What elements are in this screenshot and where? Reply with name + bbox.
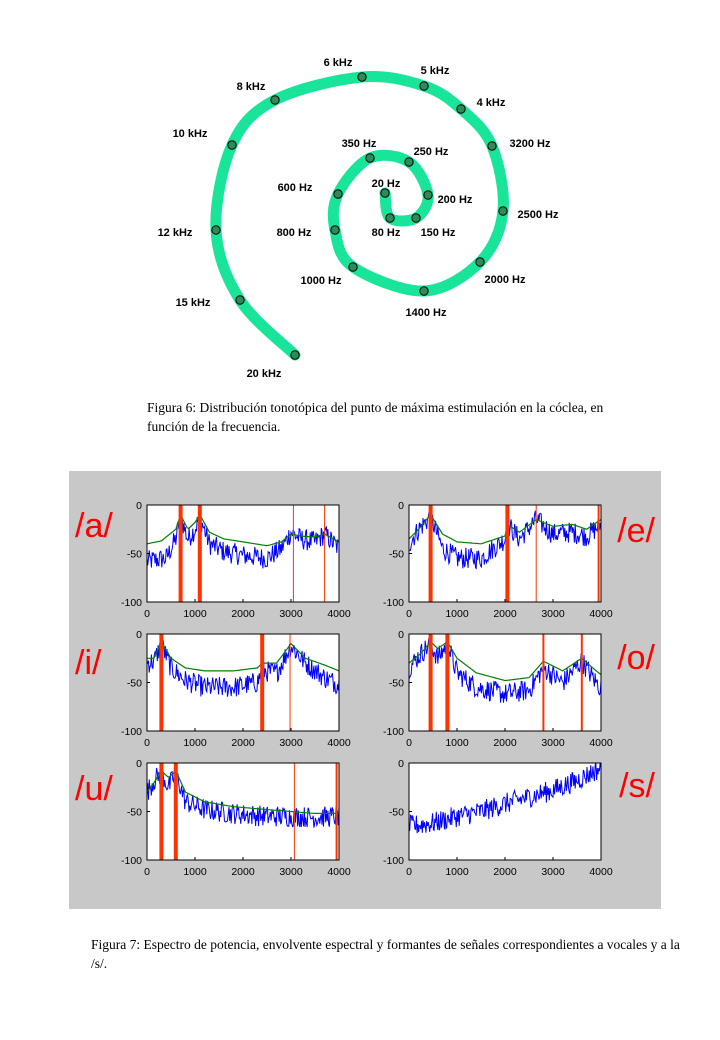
vowel-label: /o/ [617, 639, 655, 677]
frequency-label: 250 Hz [413, 146, 449, 158]
frequency-label: 350 Hz [341, 138, 377, 150]
y-tick-label: -100 [120, 855, 142, 867]
y-tick-label: -100 [382, 855, 404, 867]
vowel-label: /s/ [619, 767, 655, 805]
frequency-label: 2500 Hz [517, 209, 559, 221]
spiral-marker [476, 258, 484, 266]
frequency-label: 600 Hz [277, 182, 313, 194]
x-tick-label: 0 [144, 737, 150, 749]
frequency-label: 20 kHz [246, 368, 282, 380]
y-tick-label: -100 [382, 597, 404, 609]
spiral-marker [271, 96, 279, 104]
spiral-marker [236, 296, 244, 304]
spiral-marker [228, 141, 236, 149]
spectrum-plot [121, 500, 351, 620]
frequency-label: 800 Hz [276, 227, 312, 239]
y-tick-label: 0 [398, 629, 404, 641]
spiral-marker [488, 142, 496, 150]
x-tick-label: 0 [406, 737, 412, 749]
y-tick-label: 0 [136, 629, 142, 641]
x-tick-label: 4000 [327, 866, 351, 878]
frequency-label: 6 kHz [323, 57, 353, 69]
spectrum-plot [383, 629, 613, 749]
y-tick-label: -50 [126, 677, 142, 690]
spiral-marker [386, 214, 394, 222]
plot-area [409, 505, 601, 602]
frequency-label: 1000 Hz [300, 275, 342, 287]
y-tick-label: 0 [398, 758, 404, 770]
spiral-marker [424, 191, 432, 199]
x-tick-label: 4000 [327, 608, 351, 620]
y-tick-label: -100 [120, 597, 142, 609]
frequency-label: 10 kHz [172, 128, 208, 140]
frequency-label: 4 kHz [476, 97, 506, 109]
y-tick-label: 0 [136, 758, 142, 770]
frequency-label: 80 Hz [371, 227, 401, 239]
spectrum-plot [121, 758, 351, 878]
x-tick-label: 3000 [541, 737, 565, 749]
spiral-marker [291, 351, 299, 359]
x-tick-label: 1000 [445, 866, 469, 878]
frequency-label: 12 kHz [157, 227, 193, 239]
x-tick-label: 4000 [589, 608, 613, 620]
x-tick-label: 2000 [493, 866, 517, 878]
spiral-marker [405, 158, 413, 166]
x-tick-label: 0 [406, 608, 412, 620]
spiral-marker [420, 287, 428, 295]
x-tick-label: 3000 [279, 608, 303, 620]
x-tick-label: 2000 [231, 866, 255, 878]
spiral-marker [420, 82, 428, 90]
x-tick-label: 1000 [183, 866, 207, 878]
x-tick-label: 4000 [327, 737, 351, 749]
spiral-marker [349, 263, 357, 271]
frequency-label: 15 kHz [175, 297, 211, 309]
x-tick-label: 3000 [279, 866, 303, 878]
frequency-label: 8 kHz [236, 81, 266, 93]
figure-7-caption: Figura 7: Espectro de potencia, envolvente espectral y formantes de señales correspondientes a vocales y a la /s/. [91, 937, 680, 971]
spiral-marker [334, 190, 342, 198]
cochlea-spiral-diagram [0, 0, 720, 390]
cochlea-spiral [216, 76, 504, 355]
spiral-marker [499, 207, 507, 215]
spectra-grid [69, 471, 661, 909]
x-tick-label: 0 [144, 866, 150, 878]
y-tick-label: -50 [126, 548, 142, 561]
vowel-label: /u/ [75, 770, 113, 808]
x-tick-label: 3000 [541, 608, 565, 620]
x-tick-label: 0 [144, 608, 150, 620]
y-tick-label: -50 [388, 806, 404, 819]
y-tick-label: -100 [120, 726, 142, 738]
x-tick-label: 1000 [445, 608, 469, 620]
x-tick-label: 2000 [493, 737, 517, 749]
y-tick-label: -50 [388, 548, 404, 561]
frequency-label: 150 Hz [420, 227, 456, 239]
plot-area [147, 634, 339, 731]
x-tick-label: 4000 [589, 866, 613, 878]
x-tick-label: 1000 [183, 737, 207, 749]
x-tick-label: 4000 [589, 737, 613, 749]
vowel-label: /e/ [617, 512, 655, 550]
x-tick-label: 1000 [183, 608, 207, 620]
frequency-label: 1400 Hz [405, 307, 447, 319]
spiral-marker [381, 189, 389, 197]
y-tick-label: -100 [382, 726, 404, 738]
vowel-label: /i/ [75, 644, 102, 682]
spiral-marker [457, 105, 465, 113]
x-tick-label: 2000 [231, 608, 255, 620]
x-tick-label: 3000 [541, 866, 565, 878]
x-tick-label: 1000 [445, 737, 469, 749]
y-tick-label: -50 [126, 806, 142, 819]
spiral-marker [212, 226, 220, 234]
spectrum-plot [383, 500, 613, 620]
spiral-marker [412, 214, 420, 222]
spiral-marker [366, 154, 374, 162]
frequency-label: 200 Hz [437, 194, 473, 206]
figure-6-caption: Figura 6: Distribución tonotópica del punto de máxima estimulación en la cóclea, en función de la frecuencia. [147, 400, 604, 434]
frequency-label: 2000 Hz [484, 274, 526, 286]
spiral-marker [358, 73, 366, 81]
x-tick-label: 2000 [493, 608, 517, 620]
spectra-panel [69, 471, 661, 909]
x-tick-label: 2000 [231, 737, 255, 749]
y-tick-label: 0 [136, 500, 142, 512]
vowel-label: /a/ [75, 507, 113, 545]
y-tick-label: 0 [398, 500, 404, 512]
y-tick-label: -50 [388, 677, 404, 690]
spectrum-plot [383, 758, 613, 878]
spiral-marker [331, 226, 339, 234]
x-tick-label: 0 [406, 866, 412, 878]
frequency-label: 20 Hz [371, 178, 401, 190]
x-tick-label: 3000 [279, 737, 303, 749]
spectrum-plot [121, 629, 351, 749]
frequency-label: 5 kHz [420, 65, 450, 77]
frequency-label: 3200 Hz [509, 138, 551, 150]
